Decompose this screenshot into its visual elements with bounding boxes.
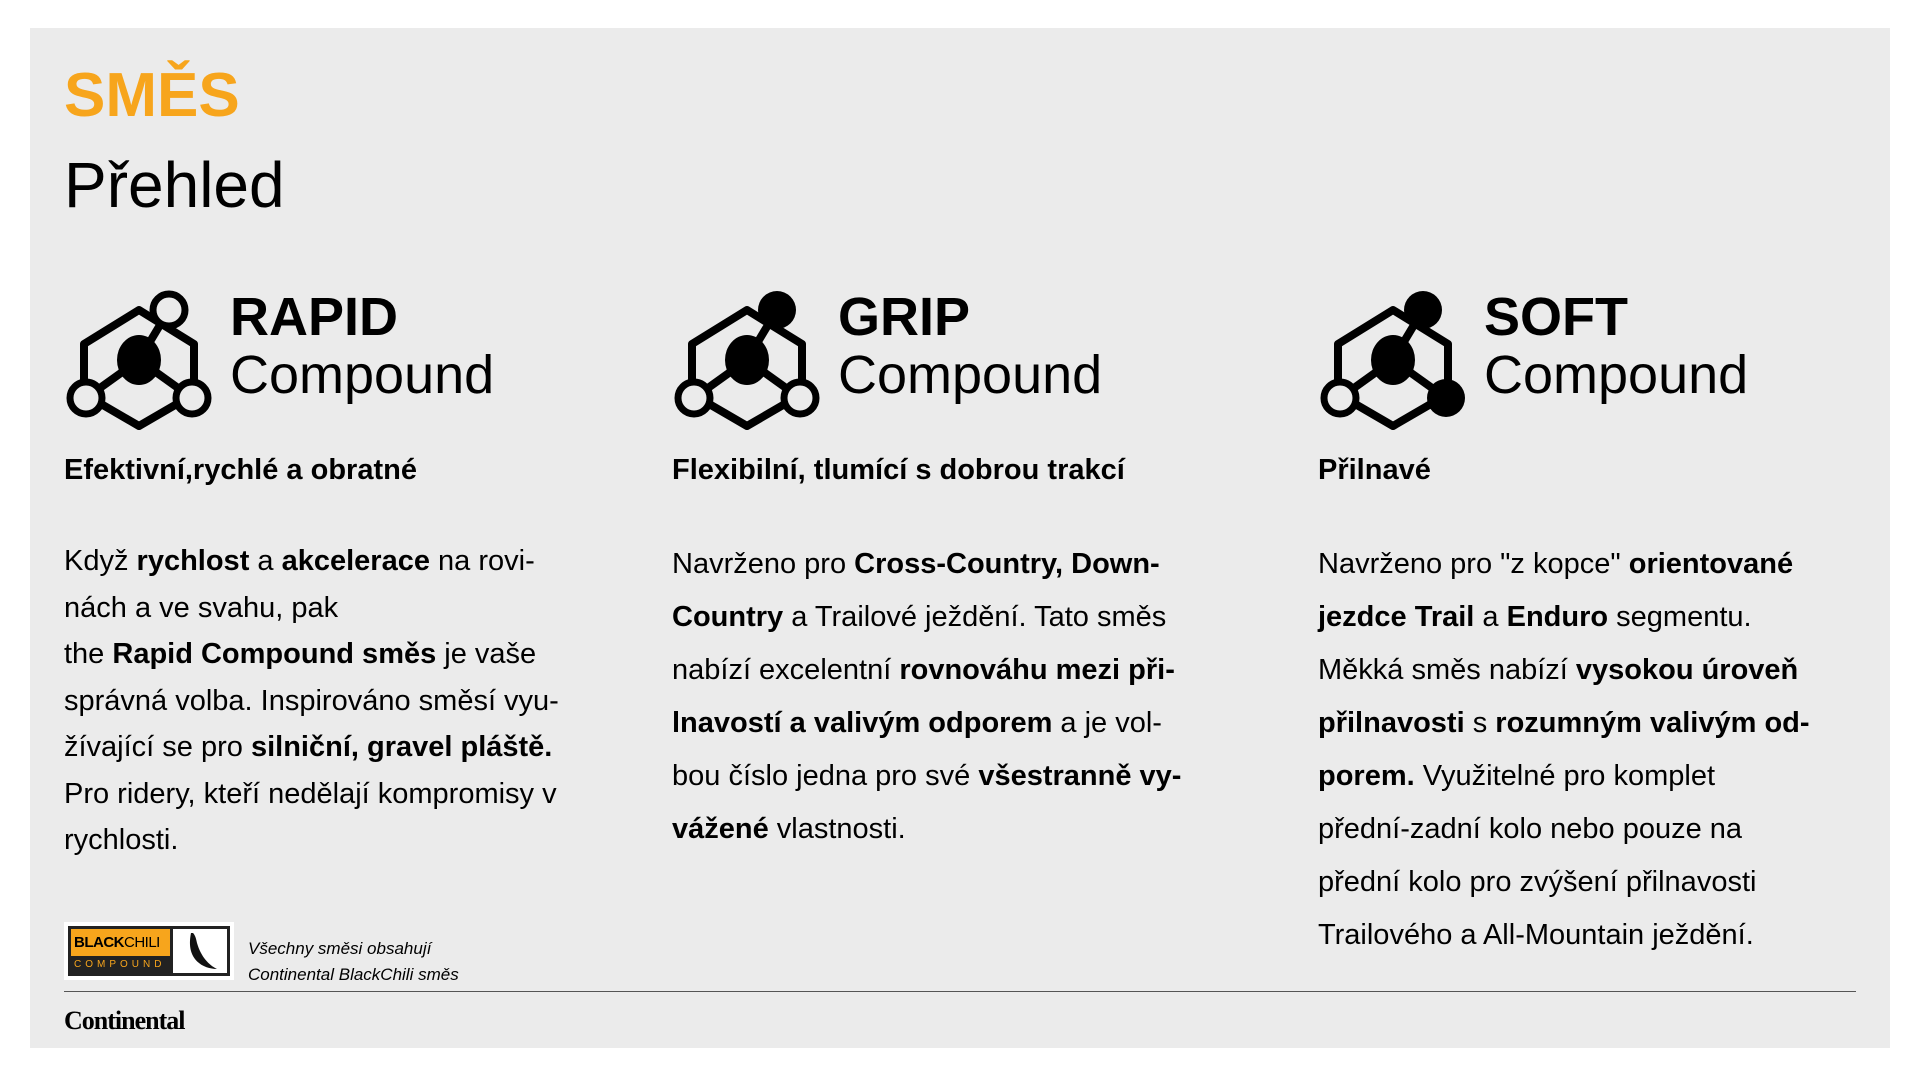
text: na rovi- — [429, 545, 535, 577]
text: a je vol- — [1052, 707, 1162, 739]
text: a — [249, 545, 282, 577]
soft-compound-molecule-icon — [1318, 288, 1468, 430]
bold-text: Cross-Country, Down- — [854, 548, 1160, 580]
logo-text: BLACK — [74, 934, 124, 951]
text: Trailového a All-Mountain ježdění. — [1318, 919, 1754, 951]
description-line — [1318, 697, 1810, 750]
compound-subtitle: Compound — [1484, 345, 1749, 405]
blackchili-caption — [248, 936, 459, 988]
compound-subtitle: Compound — [230, 345, 495, 405]
bold-text: Country — [672, 601, 784, 633]
compound-name: GRIP — [838, 287, 971, 347]
bold-text: rychlost — [136, 545, 250, 577]
description-line — [1318, 644, 1810, 697]
bold-text: vážené — [672, 813, 769, 845]
description-line — [1318, 538, 1810, 591]
bold-text: akcelerace — [281, 545, 430, 577]
caption-line: Continental BlackChili směs — [248, 965, 459, 984]
compound-name: RAPID — [230, 287, 399, 347]
bold-text: silniční, gravel pláště. — [250, 731, 553, 763]
bold-text: jezdce Trail — [1318, 601, 1475, 633]
bold-text: porem. — [1318, 760, 1415, 792]
logo-text: COMPOUND — [74, 959, 166, 970]
caption-line: Všechny směsi obsahují — [248, 939, 432, 958]
bold-text: rozumným valivým od- — [1495, 707, 1810, 739]
compound-name: SOFT — [1484, 287, 1628, 347]
text: the — [64, 638, 113, 670]
description-line — [672, 697, 1181, 750]
bold-text: Enduro — [1506, 601, 1609, 633]
continental-logo: Continental — [64, 1006, 185, 1035]
text: je vaše — [436, 638, 537, 670]
text: přední-zadní kolo nebo pouze na — [1318, 813, 1743, 845]
description-line — [64, 724, 559, 771]
description-line — [64, 538, 559, 585]
logo-text: CHILI — [124, 934, 160, 951]
text: Navrženo pro — [672, 548, 855, 580]
description-line — [672, 803, 1181, 856]
text: Využitelné pro komplet — [1414, 760, 1716, 792]
section-kicker: SMĚS — [64, 61, 240, 130]
description-line — [64, 631, 559, 678]
page-title: Přehled — [64, 149, 285, 221]
compound-description — [64, 538, 559, 864]
bold-text: všestranně vy- — [978, 760, 1182, 792]
bold-text: orientované — [1628, 548, 1794, 580]
description-line — [64, 771, 559, 818]
description-line — [672, 644, 1181, 697]
bold-text: lnavostí a valivým odporem — [672, 707, 1053, 739]
compound-tagline: Efektivní,rychlé a obratné — [64, 454, 417, 486]
text: přední kolo pro zvýšení přilnavosti — [1318, 866, 1757, 898]
description-line — [1318, 856, 1810, 909]
text: nabízí excelentní — [672, 654, 900, 686]
description-line — [64, 585, 559, 632]
grip-compound-molecule-icon — [672, 288, 822, 430]
text: s — [1464, 707, 1496, 739]
bold-text: rovnováhu mezi při- — [899, 654, 1175, 686]
description-line — [1318, 803, 1810, 856]
text: rychlosti. — [64, 824, 179, 856]
description-line — [64, 678, 559, 725]
text: a Trailové ježdění. Tato směs — [783, 601, 1167, 633]
description-line — [672, 750, 1181, 803]
text: vlastnosti. — [768, 813, 906, 845]
text: a — [1474, 601, 1507, 633]
text: nách a ve svahu, pak — [64, 591, 339, 624]
bold-text: Rapid Compound směs — [112, 638, 437, 670]
description-line — [1318, 909, 1810, 962]
text: správná volba. Inspirováno směsí vyu- — [64, 684, 559, 717]
chili-pepper-icon — [173, 929, 227, 973]
compound-description — [1318, 538, 1810, 962]
compound-subtitle: Compound — [838, 345, 1103, 405]
text: žívající se pro — [64, 731, 251, 763]
text: bou číslo jedna pro své — [672, 760, 979, 792]
bold-text: přilnavosti — [1318, 707, 1465, 739]
blackchili-compound-logo — [64, 922, 234, 980]
text: Když — [64, 545, 137, 577]
footer-divider — [64, 991, 1856, 992]
text: Navrženo pro "z kopce" — [1318, 548, 1629, 580]
text: segmentu. — [1608, 601, 1752, 633]
compound-description — [672, 538, 1181, 856]
text: Pro ridery, kteří nedělají kompromisy v — [64, 777, 557, 810]
description-line — [64, 817, 559, 864]
rapid-compound-molecule-icon — [64, 288, 214, 430]
description-line — [672, 591, 1181, 644]
compound-tagline: Flexibilní, tlumící s dobrou trakcí — [672, 454, 1125, 486]
description-line — [672, 538, 1181, 591]
text: Měkká směs nabízí — [1318, 654, 1576, 686]
compound-tagline: Přilnavé — [1318, 454, 1431, 486]
description-line — [1318, 750, 1810, 803]
description-line — [1318, 591, 1810, 644]
bold-text: vysokou úroveň — [1575, 654, 1799, 686]
